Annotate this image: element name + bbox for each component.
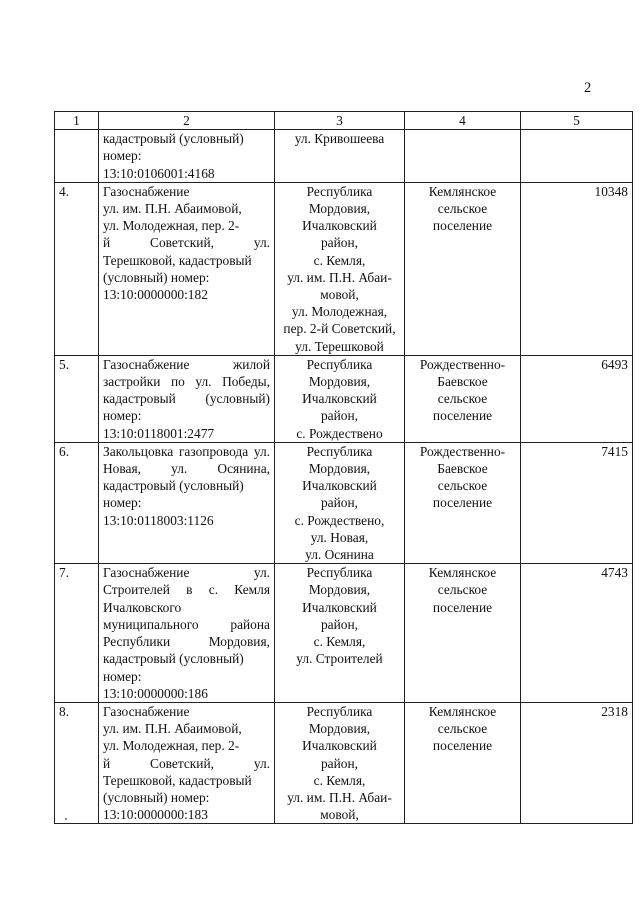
object-name-line: ул. Молодежная, пер. 2- [103, 738, 240, 754]
address-line: Мордовия, [308, 201, 371, 217]
address-line: район, [320, 755, 358, 771]
table-row [55, 355, 633, 442]
address-line: с. Рождествено, [294, 512, 385, 528]
table-row [55, 182, 633, 355]
address-line: ул. Терешковой [295, 338, 384, 354]
address-line: район, [320, 235, 358, 251]
table-row [55, 442, 633, 563]
settlement-line: поселение [432, 599, 493, 615]
object-name-line: Газоснабжение [103, 183, 190, 199]
address-line: с. Рождествено [296, 425, 383, 441]
object-name-line: Газоснабжение [103, 703, 190, 719]
object-name-line: Газоснабжение ул. Строителей в с. Кемля Ичалковского муниципального района Республики Мордовия, кадастровый (условный) [103, 565, 270, 667]
object-name-line: номер: [103, 495, 142, 511]
settlement-line: сельское [437, 478, 488, 494]
address-line: ул. Новая, [310, 529, 369, 545]
object-name-cell [99, 564, 275, 703]
object-name-line: кадастровый (условный) [103, 131, 244, 147]
object-name-line: Закольцовка газопровода ул. Новая, ул. Осянина, кадастровый (условный) [103, 443, 270, 494]
row-number-cell [55, 130, 99, 183]
col-header-2: 2 [99, 112, 275, 130]
settlement-cell [405, 130, 521, 183]
address-line: Ичалковский [302, 218, 377, 234]
address-cell [275, 355, 405, 442]
table-row [55, 702, 633, 823]
address-line: Мордовия, [308, 721, 371, 737]
object-name-line: номер: [103, 148, 142, 164]
settlement-line: Кемлянское [428, 565, 497, 581]
address-line: мовой, [320, 287, 359, 303]
address-line: с. Кемля, [313, 634, 366, 650]
gas-objects-table [54, 111, 633, 824]
length-cell: 10348 [521, 182, 633, 355]
object-name-cell [99, 355, 275, 442]
settlement-line: сельское [437, 582, 488, 598]
address-line: Мордовия, [308, 374, 371, 390]
object-name-line: й Советский, ул. Терешковой, кадастровый [103, 235, 270, 268]
settlement-line: поселение [432, 218, 493, 234]
object-name-cell [99, 702, 275, 823]
object-name-cell [99, 182, 275, 355]
address-line: ул. Строителей [296, 651, 383, 667]
length-cell: 7415 [521, 442, 633, 563]
address-line: ул. им. П.Н. Абаи- [287, 269, 392, 285]
row-number-cell: 8. [55, 702, 99, 823]
address-line: район, [320, 616, 358, 632]
object-name-cell [99, 130, 275, 183]
address-cell [275, 130, 405, 183]
address-line: Ичалковский [302, 738, 377, 754]
address-line: Республика [306, 183, 373, 199]
address-line: пер. 2-й Советский, [283, 321, 396, 337]
address-line: Республика [306, 443, 373, 459]
object-name-line: 13:10:0106001:4168 [103, 165, 215, 181]
object-name-line: номер: [103, 668, 142, 684]
row-number-cell: 6. [55, 442, 99, 563]
settlement-cell [405, 355, 521, 442]
object-name-line: ул. им. П.Н. Абаимовой, [103, 201, 242, 217]
settlement-cell [405, 182, 521, 355]
settlement-line: сельское [437, 721, 488, 737]
object-name-line: ул. им. П.Н. Абаимовой, [103, 721, 242, 737]
settlement-line: поселение [432, 408, 493, 424]
address-line: Ичалковский [302, 391, 377, 407]
address-line: Мордовия, [308, 461, 371, 477]
object-name-line: (условный) номер: [103, 789, 210, 805]
object-name-line: 13:10:0000000:186 [103, 685, 208, 701]
address-cell [275, 182, 405, 355]
address-line: Ичалковский [302, 599, 377, 615]
address-line: мовой, [320, 807, 359, 823]
address-line: Республика [306, 703, 373, 719]
settlement-line: сельское [437, 201, 488, 217]
object-name-line: (условный) номер: [103, 269, 210, 285]
row-number-cell: 5. [55, 355, 99, 442]
address-line: Республика [306, 356, 373, 372]
scan-artifact-dot [65, 818, 67, 820]
address-line: с. Кемля, [313, 252, 366, 268]
address-line: Ичалковский [302, 478, 377, 494]
length-cell: 4743 [521, 564, 633, 703]
address-line: район, [320, 495, 358, 511]
settlement-cell [405, 442, 521, 563]
settlement-line: Рождественно- [419, 356, 506, 372]
table-row [55, 564, 633, 703]
settlement-line: сельское [437, 391, 488, 407]
col-header-4: 4 [405, 112, 521, 130]
settlement-line: Кемлянское [428, 703, 497, 719]
address-line: с. Кемля, [313, 772, 366, 788]
address-line: район, [320, 408, 358, 424]
object-name-line: 13:10:0000000:183 [103, 807, 208, 823]
address-cell [275, 702, 405, 823]
row-number-cell: 7. [55, 564, 99, 703]
address-cell [275, 564, 405, 703]
length-cell: 2318 [521, 702, 633, 823]
address-line: Республика [306, 565, 373, 581]
object-name-line: 13:10:0118003:1126 [103, 512, 214, 528]
col-header-5: 5 [521, 112, 633, 130]
address-line: ул. Молодежная, [291, 304, 388, 320]
row-number-cell: 4. [55, 182, 99, 355]
object-name-cell [99, 442, 275, 563]
col-header-3: 3 [275, 112, 405, 130]
object-name-line: й Советский, ул. Терешковой, кадастровый [103, 755, 270, 788]
length-cell: 6493 [521, 355, 633, 442]
table-row [55, 130, 633, 183]
settlement-line: поселение [432, 495, 493, 511]
object-name-line: ул. Молодежная, пер. 2- [103, 218, 240, 234]
object-name-line: Газоснабжение жилой застройки по ул. Победы, кадастровый (условный) номер: [103, 356, 270, 424]
header-row [55, 112, 633, 130]
settlement-line: поселение [432, 738, 493, 754]
object-name-line: 13:10:0000000:182 [103, 287, 208, 303]
settlement-line: Баевское [437, 461, 488, 477]
settlement-line: Рождественно- [419, 443, 506, 459]
settlement-line: Баевское [437, 374, 488, 390]
page-number: 2 [584, 80, 592, 96]
length-cell [521, 130, 633, 183]
col-header-1: 1 [55, 112, 99, 130]
address-cell [275, 442, 405, 563]
settlement-line: Кемлянское [428, 183, 497, 199]
address-line: ул. им. П.Н. Абаи- [287, 789, 392, 805]
settlement-cell [405, 564, 521, 703]
address-line: ул. Осянина [305, 547, 374, 563]
object-name-line: 13:10:0118001:2477 [103, 425, 215, 441]
address-line: Мордовия, [308, 582, 371, 598]
address-line: ул. Кривошеева [294, 131, 385, 147]
settlement-cell [405, 702, 521, 823]
